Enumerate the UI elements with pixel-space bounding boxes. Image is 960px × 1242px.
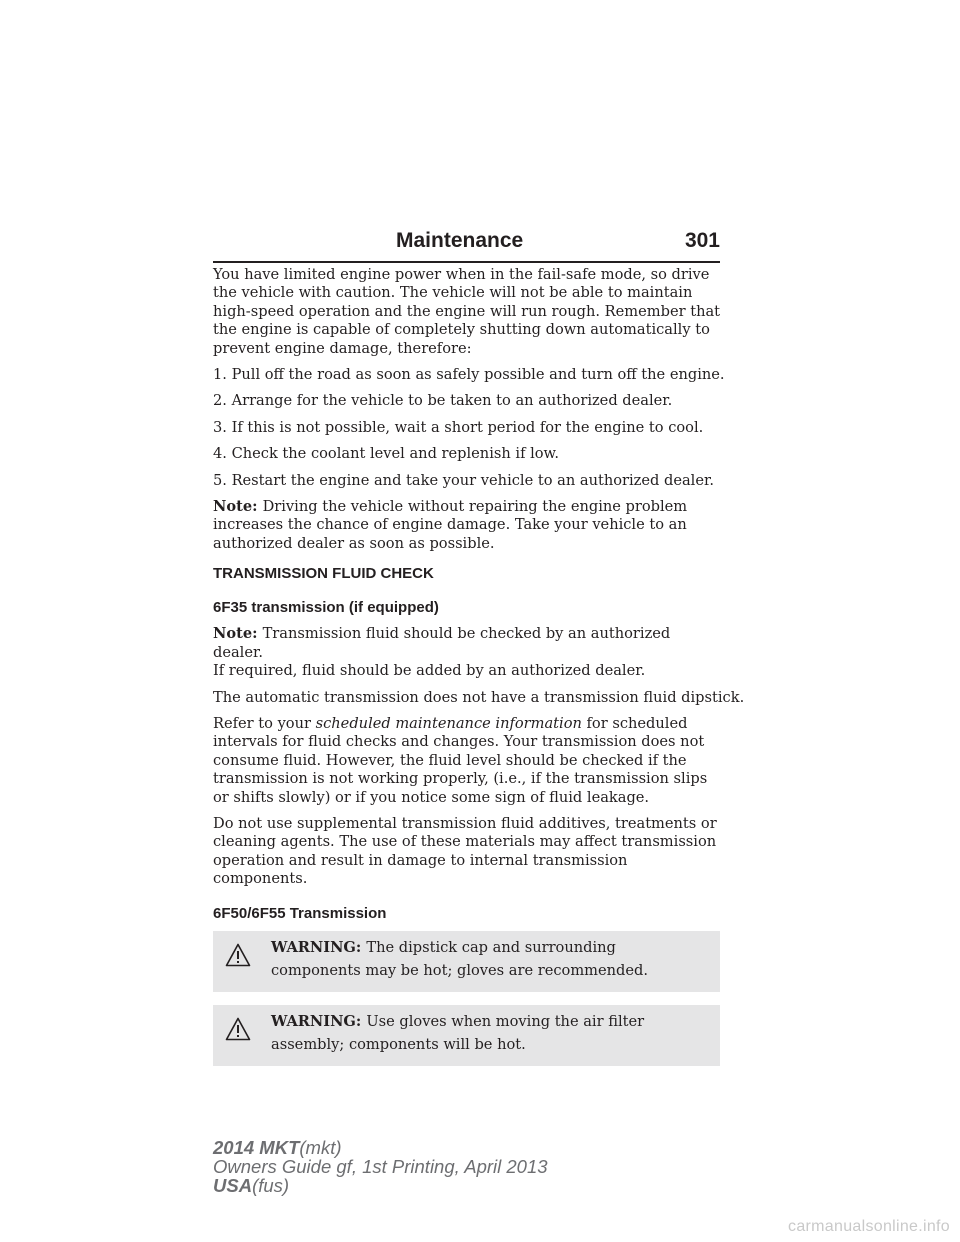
footer-printing-line: Owners Guide gf, 1st Printing, April 2013 <box>213 1156 548 1177</box>
warning-message: The dipstick cap and surrounding components may be hot; gloves are recommended. <box>271 938 649 979</box>
subsection-heading: 6F50/6F55 Transmission <box>213 904 387 922</box>
step-item: 1. Pull off the road as soon as safely possible and turn off the engine. <box>213 366 725 384</box>
header-divider <box>213 261 720 263</box>
footer-market: USA <box>213 1175 253 1196</box>
dipstick-paragraph: The automatic transmission does not have a transmission fluid dipstick. <box>213 688 745 706</box>
footer-model: 2014 MKT <box>213 1137 300 1158</box>
warning-label: WARNING: <box>271 938 367 956</box>
refer-prefix: Refer to your <box>213 714 316 732</box>
step-item: 3. If this is not possible, wait a short period for the engine to cool. <box>213 418 704 436</box>
note-label: Note: <box>213 625 263 643</box>
warning-text <box>271 1010 706 1056</box>
footer-model-line <box>213 1138 548 1157</box>
warning-label: WARNING: <box>271 1012 367 1030</box>
intro-paragraph: You have limited engine power when in the fail-safe mode, so drive the vehicle with caution. The vehicle will not be able to maintain high-speed operation and the engine will run rough. Remember that the engine is capable of completely shutting down automatically to prevent engine damage, therefore: <box>213 266 721 357</box>
page-content <box>213 266 745 1079</box>
note-label: Note: <box>213 498 263 516</box>
subsection-heading: 6F35 transmission (if equipped) <box>213 599 439 617</box>
warning-text <box>271 936 706 982</box>
scheduled-maintenance-reference: scheduled maintenance information <box>315 714 582 732</box>
footer-market-code: (fus) <box>252 1175 290 1196</box>
note-text-line2: If required, fluid should be added by an authorized dealer. <box>213 662 646 680</box>
watermark: carmanualsonline.info <box>788 1218 950 1235</box>
page-footer <box>213 1138 548 1195</box>
note-text: Transmission fluid should be checked by an authorized dealer. <box>213 625 671 661</box>
warning-box <box>213 931 720 992</box>
page-header <box>396 229 720 253</box>
page-number: 301 <box>684 229 720 252</box>
note-text: Driving the vehicle without repairing the engine problem increases the chance of engine damage. Take your vehicle to an authorized dealer as soon as possible. <box>213 498 688 552</box>
refer-paragraph <box>213 715 721 807</box>
section-title: Maintenance <box>396 229 524 252</box>
footer-market-line <box>213 1176 548 1195</box>
warning-triangle-icon <box>225 1017 251 1041</box>
refer-suffix: for scheduled intervals for fluid checks and changes. Your transmission does not consume fluid. However, the fluid level should be checked if the transmission is not working properly, (i.e., if the transmission slips or shifts slowly) or if you notice some sign of fluid leakage. <box>213 714 708 806</box>
note-paragraph <box>213 498 721 553</box>
note-paragraph <box>213 625 721 680</box>
section-heading: TRANSMISSION FLUID CHECK <box>213 565 434 583</box>
warning-message: Use gloves when moving the air filter assembly; components will be hot. <box>271 1012 645 1053</box>
warning-triangle-icon <box>225 943 251 967</box>
additives-paragraph: Do not use supplemental transmission fluid additives, treatments or cleaning agents. The use of these materials may affect transmission operation and result in damage to internal transmission components. <box>213 814 717 888</box>
warning-box <box>213 1005 720 1066</box>
footer-model-code: (mkt) <box>299 1137 342 1158</box>
step-item: 4. Check the coolant level and replenish if low. <box>213 445 559 463</box>
step-item: 2. Arrange for the vehicle to be taken to an authorized dealer. <box>213 392 673 410</box>
step-item: 5. Restart the engine and take your vehicle to an authorized dealer. <box>213 471 714 489</box>
